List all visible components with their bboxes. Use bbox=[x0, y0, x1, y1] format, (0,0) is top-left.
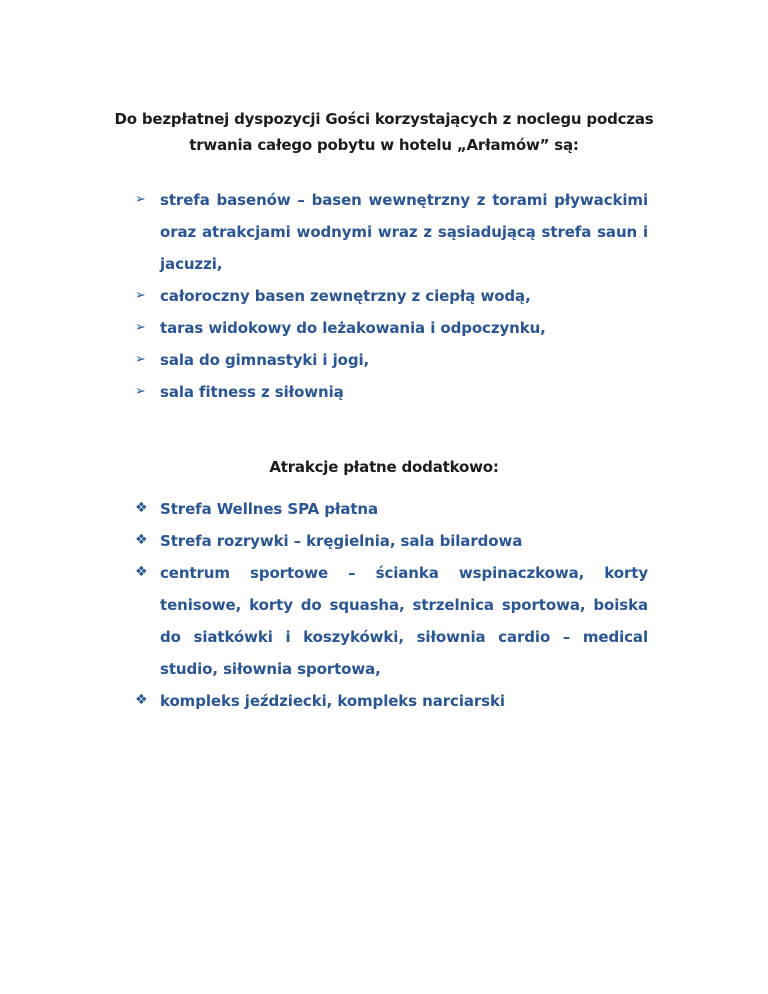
list-item-text: kompleks jeździecki, kompleks narciarski bbox=[160, 692, 505, 710]
list-item bbox=[120, 312, 648, 344]
list-item bbox=[120, 685, 648, 717]
list-item-text: Strefa Wellnes SPA płatna bbox=[160, 500, 379, 518]
document-title-line-2: trwania całego pobytu w hotelu „Arłamów” są: bbox=[189, 136, 579, 154]
diamond-bullet-icon: ❖ bbox=[135, 532, 148, 548]
list-item bbox=[120, 184, 648, 280]
list-item bbox=[120, 557, 648, 685]
list-item-text: centrum sportowe – ścianka wspinaczkowa, korty tenisowe, korty do squasha, strzelnica sportowa, boiska do siatkówki i koszykówki, siłownia cardio – medical studio, siłownia sportowa, bbox=[160, 564, 648, 678]
document-title bbox=[62, 106, 706, 158]
list-item-text: sala do gimnastyki i jogi, bbox=[160, 351, 370, 369]
diamond-bullet-icon: ❖ bbox=[135, 564, 148, 580]
list-item-text: Strefa rozrywki – kręgielnia, sala bilardowa bbox=[160, 532, 523, 550]
document-title-line-1: Do bezpłatnej dyspozycji Gości korzystających z noclegu podczas bbox=[114, 110, 654, 128]
arrow-bullet-icon: ➢ bbox=[135, 352, 146, 367]
list-item bbox=[120, 376, 648, 408]
arrow-bullet-icon: ➢ bbox=[135, 320, 146, 335]
arrow-bullet-icon: ➢ bbox=[135, 288, 146, 303]
diamond-bullet-icon: ❖ bbox=[135, 692, 148, 708]
list-item bbox=[120, 525, 648, 557]
arrow-bullet-icon: ➢ bbox=[135, 384, 146, 399]
list-item-text: strefa basenów – basen wewnętrzny z torami pływackimi oraz atrakcjami wodnymi wraz z sąsiadującą strefa saun i jacuzzi, bbox=[160, 191, 648, 273]
list-item bbox=[120, 493, 648, 525]
list-item-text: taras widokowy do leżakowania i odpoczynku, bbox=[160, 319, 546, 337]
paid-attractions-heading: Atrakcje płatne dodatkowo: bbox=[269, 458, 499, 476]
diamond-bullet-icon: ❖ bbox=[135, 500, 148, 516]
paid-attractions-list bbox=[120, 493, 648, 717]
free-amenities-list bbox=[120, 184, 648, 408]
list-item-text: sala fitness z siłownią bbox=[160, 383, 344, 401]
list-item-text: całoroczny basen zewnętrzny z ciepłą wodą, bbox=[160, 287, 531, 305]
list-item bbox=[120, 344, 648, 376]
arrow-bullet-icon: ➢ bbox=[135, 192, 146, 207]
list-item bbox=[120, 280, 648, 312]
